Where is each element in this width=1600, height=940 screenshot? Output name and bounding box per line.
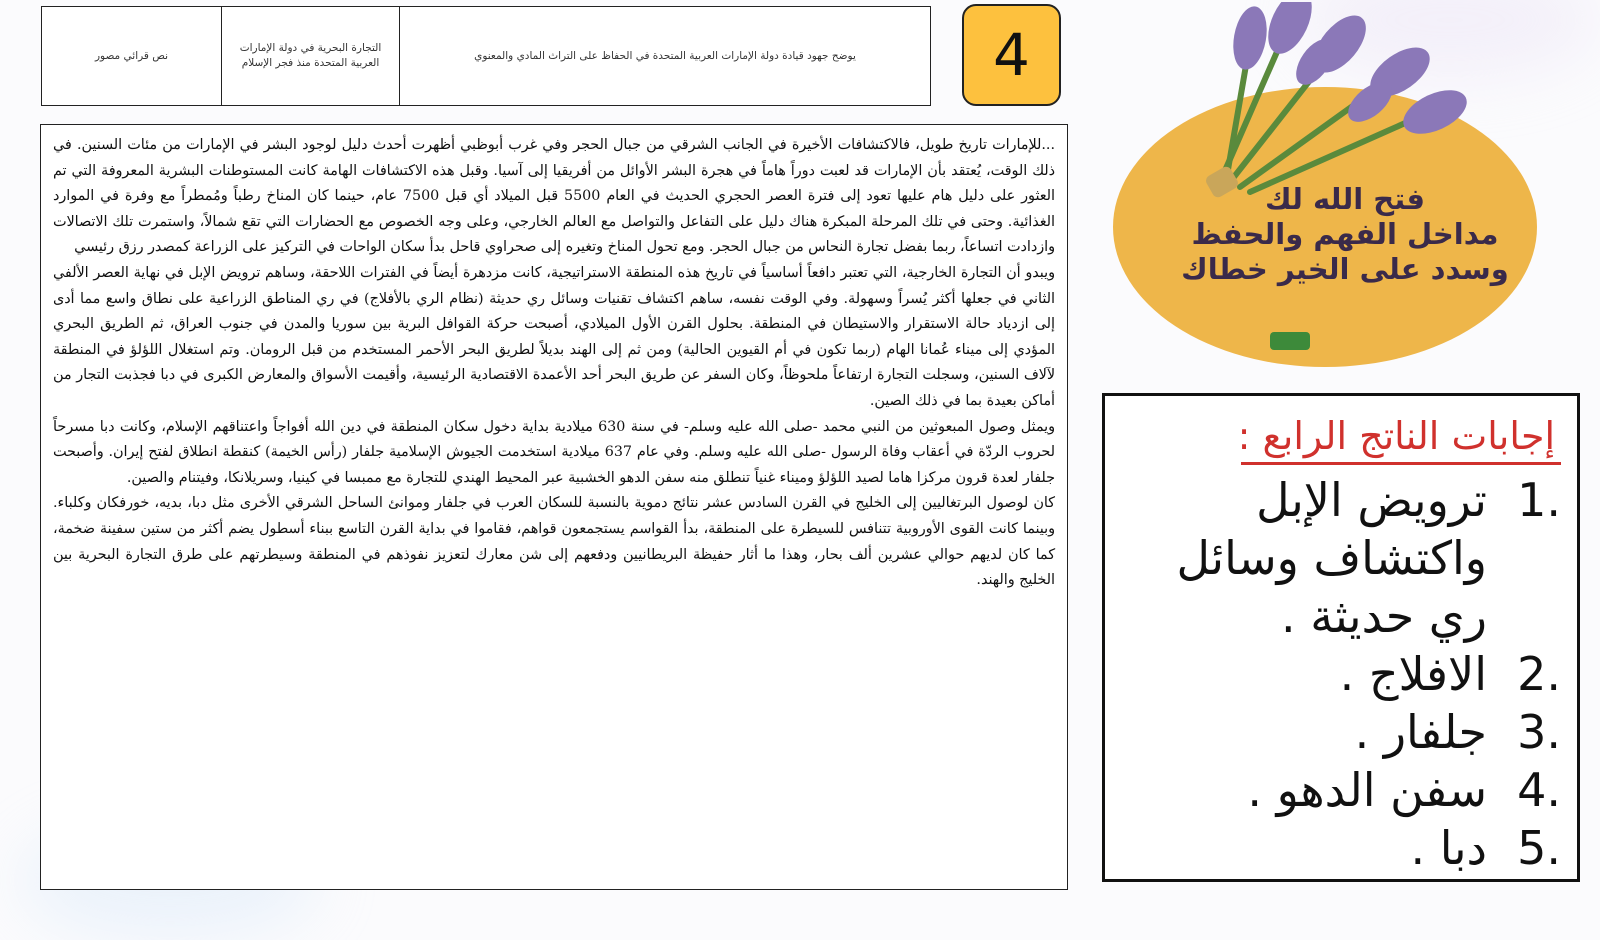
answer-number: 4. bbox=[1517, 763, 1561, 817]
blessing-text bbox=[1145, 182, 1545, 287]
lesson-title: التجارة البحرية في دولة الإمارات العربية المتحدة منذ فجر الإسلام bbox=[222, 7, 400, 105]
lesson-number-badge: 4 bbox=[962, 4, 1061, 106]
text-type: نص قرائي مصور bbox=[42, 7, 222, 105]
answer-item bbox=[1121, 645, 1561, 703]
paragraph: ويبدو أن التجارة الخارجية، التي تعتبر دافعاً أساسياً في تاريخ هذه المنطقة الاستراتيجية، كانت مزدهرة أيضاً في الفترات اللاحقة، وساهم ترويض الإبل في نهاية العصر الألفي الثاني في جعلها أكثر يُسراً وسهولة. وفي الوقت نفسه، ساهم اكتشاف تقنيات وسائل ري حديثة (نظام الري بالأفلاج) في ري المناطق الزراعية على نطاق واسع مما أدى إلى ازدياد حالة الاستقرار والاستيطان في المنطقة. بحلول القرن الأول الميلادي، أصبحت حركة القوافل البرية بين سوريا والمدن في جنوب العراق، ثم الطريق البحري المؤدي إلى ميناء عُمانا الهام (ربما تكون في أم القيوين الحالية) ومن ثم إلى الهند بديلاً لطريق البحر الأحمر المستخدم من قبل الرومان. وتم استغلال اللؤلؤ في المنطقة لآلاف السنين، وسجلت التجارة ارتفاعاً ملحوظاً، وكان السفر عن طريق البحر أحد الأعمدة الاقتصادية الرئيسية، وأقيمت الأسواق والمعارض الكبرى في دبا فجذبت التجار من أماكن بعيدة بما في ذلك الصين. bbox=[53, 264, 1055, 409]
answer-number: 3. bbox=[1517, 705, 1561, 759]
answer-number: 2. bbox=[1517, 647, 1561, 701]
paragraph: كان لوصول البرتغاليين إلى الخليج في القرن السادس عشر نتائج دموية بالنسبة للسكان العرب في جلفار وموانئ الساحل الشرقي الأخرى مثل دبا، بديه، خورفكان وكلباء. وبينما كانت القوى الأوروبية تتنافس للسيطرة على المنطقة، بدأ القواسم يستجمعون قواهم، فقاموا في بداية القرن التاسع ببناء أسطول يضم أكثر من ستين سفينة ضخمة، كما كان لديهم حوالي عشرين ألف بحار، وهذا ما أثار حفيظة البريطانيين ودفعهم إلى شن معارك لتعزيز نفوذهم في المنطقة وسيطرتهم على طرق التجارة البحرية بين الخليج والهند. bbox=[53, 495, 1055, 589]
answers-title: إجابات الناتج الرابع : bbox=[1237, 414, 1555, 458]
title-underline bbox=[1241, 462, 1561, 465]
reading-text bbox=[40, 124, 1068, 890]
answer-item bbox=[1121, 819, 1561, 877]
paragraph: ويمثل وصول المبعوثين من النبي محمد -صلى الله عليه وسلم- في سنة 630 ميلادية بداية دخول سكان المنطقة في دين الله أفواجاً واعتناقهم الإسلام، وكانت دبا مسرحاً لحروب الردّة في أعقاب وفاة الرسول -صلى الله عليه وسلم. وفي عام 637 ميلادية استخدمت الجيوش الإسلامية جلفار (رأس الخيمة) كنقطة انطلاق لفتح إيران. وأصبحت جلفار لعدة قرون مركزا هاما لصيد اللؤلؤ وميناء غنياً تنطلق منه سفن الدهو الخشبية عبر المحيط الهندي للتجارة مع ممبسا في كينيا، وسريلانكا، وفيتنام والصين. bbox=[53, 418, 1055, 486]
paragraph: ...للإمارات تاريخ طويل، فالاكتشافات الأخيرة في الجانب الشرقي من جبال الحجر وفي غرب أبوظبي أظهرت أحدث دليل لوجود البشر في الإمارات من مئات السنين. في ذلك الوقت، يُعتقد بأن الإمارات قد لعبت دوراً هاماً في هجرة البشر الأوائل من أفريقيا إلى آسيا. وقبل هذه الاكتشافات الهامة كانت المستوطنات البشرية المعروفة التي تم العثور على دليل هام عليها تعود إلى فترة العصر الحجري الحديث في العام 5500 قبل الميلاد أي قبل 7500 عام، حينما كان المناخ رطباً ومُمطراً مع وفرة في الموارد الغذائية. وحتى في تلك المرحلة المبكرة هناك دليل على التفاعل والتواصل مع العالم الخارجي، وعلى وجه الخصوص مع الحضارات التي تقع شمالاً، واستمرت تلك الاتصالات وازدادت اتساعاً، ربما بفضل تجارة النحاس من جبال الحجر. ومع تحول المناخ وتغيره إلى صحراوي قاحل بدأ سكان الواحات في التركيز على الزراعة كمصدر رزق رئيسي bbox=[53, 137, 1055, 256]
answer-text: سفن الدهو . bbox=[1247, 763, 1487, 817]
answers-list bbox=[1121, 471, 1561, 877]
answer-item bbox=[1121, 761, 1561, 819]
answer-number: 5. bbox=[1517, 821, 1561, 875]
answer-item bbox=[1121, 703, 1561, 761]
answer-text: دبا . bbox=[1410, 821, 1487, 875]
blessing-line: وسدد على الخير خطاك bbox=[1181, 252, 1509, 286]
blessing-line: مداخل الفهم والحفظ bbox=[1191, 217, 1499, 251]
learning-objective: يوضح جهود قيادة دولة الإمارات العربية المتحدة في الحفاظ على التراث المادي والمعنوي bbox=[474, 49, 856, 62]
answer-text: جلفار . bbox=[1354, 705, 1487, 759]
answer-item bbox=[1121, 471, 1561, 645]
blessing-line: فتح الله لك bbox=[1264, 182, 1426, 216]
answer-number: 1. bbox=[1517, 473, 1561, 527]
small-logo bbox=[1270, 332, 1310, 350]
header-table bbox=[41, 6, 931, 106]
answers-box bbox=[1102, 393, 1580, 882]
answer-text: الافلاج . bbox=[1339, 647, 1487, 701]
answer-text: ترويض الإبل واكتشاف وسائل ري حديثة . bbox=[1176, 473, 1487, 643]
